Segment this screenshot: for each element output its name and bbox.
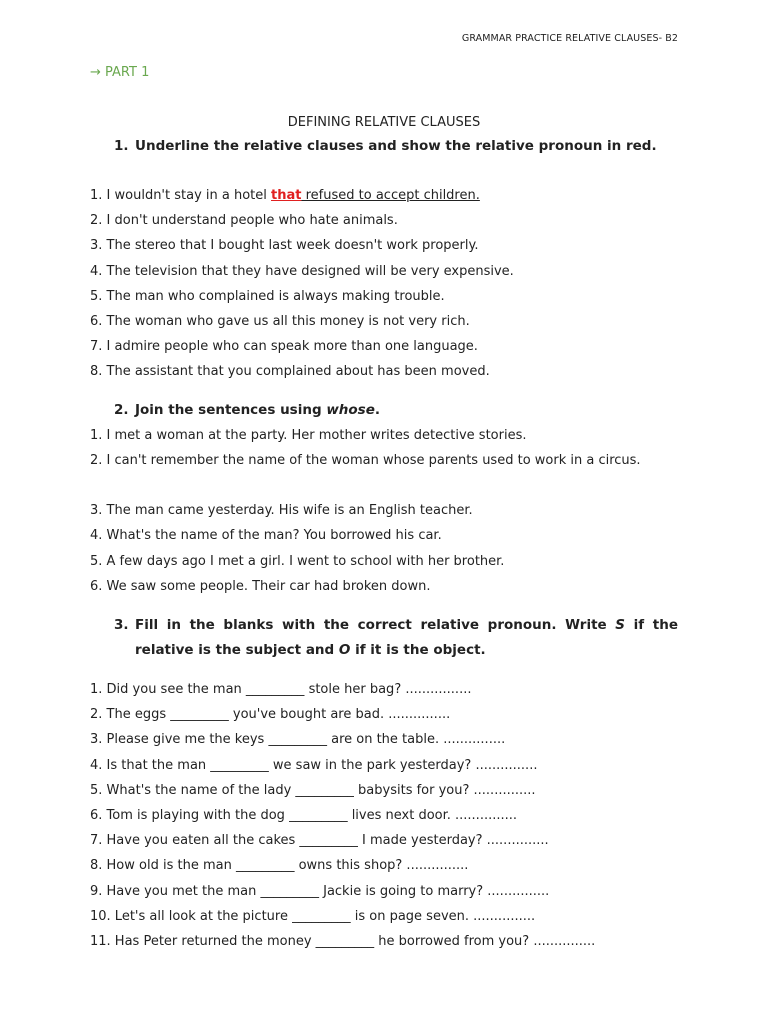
exercise-1-instruction [114,134,678,159]
relative-pronoun-highlight: that [271,188,302,203]
list-item: 4. The television that they have designed will be very expensive. [90,263,514,279]
list-item: 4. Is that the man _________ we saw in the park yesterday? ............... [90,757,538,773]
exercise-number: 1. [114,138,129,154]
instruction-text: Fill in the blanks with the correct relative pronoun. Write [135,617,616,633]
keyword-whose: whose [326,402,375,418]
instruction-text: if the relative is the subject and [135,617,678,658]
code-object: O [338,642,351,658]
list-item: 8. How old is the man _________ owns this shop? ............... [90,858,469,874]
exercise-2-instruction [114,398,678,423]
list-item: 4. What's the name of the man? You borrowed his car. [90,528,442,544]
example-prefix: 1. I wouldn't stay in a hotel [90,188,272,203]
list-item: 7. I admire people who can speak more than one language. [90,339,478,355]
list-item: 5. What's the name of the lady _________ babysits for you? ............... [90,782,536,798]
list-item: 2. The eggs _________ you've bought are bad. ............... [90,707,451,723]
exercise-2-list [90,423,678,599]
code-subject: S [615,617,626,633]
list-item: 8. The assistant that you complained about has been moved. [90,364,490,380]
list-item: 2. I can't remember the name of the woman whose parents used to work in a circus. [90,453,641,469]
exercise-1-text: Underline the relative clauses and show the relative pronoun in red. [135,138,657,154]
list-item: 1. I met a woman at the party. Her mother writes detective stories. [90,428,527,443]
exercise-3-text [114,613,678,663]
example-sentence [90,183,678,208]
list-item: 5. The man who complained is always making trouble. [90,288,445,304]
list-item: 6. We saw some people. Their car had broken down. [90,578,431,594]
exercise-number: 2. [114,402,129,418]
list-item: 3. The stereo that I bought last week doesn't work properly. [90,238,479,254]
part-label: → PART 1 [90,65,150,80]
list-item: 3. Please give me the keys _________ are on the table. ............... [90,732,506,748]
exercise-1-list [90,183,678,385]
list-item: 11. Has Peter returned the money _________ he borrowed from you? ............... [90,933,596,949]
underlined-clause: refused to accept children. [301,188,480,203]
list-item: 1. Did you see the man _________ stole her bag? ................ [90,682,472,697]
list-item: 9. Have you met the man _________ Jackie is going to marry? ............... [90,883,550,899]
list-item: 3. The man came yesterday. His wife is an English teacher. [90,503,473,519]
instruction-punct: . [374,402,381,418]
instruction-text: if it is the object. [350,642,486,658]
section-title: DEFINING RELATIVE CLAUSES [287,115,481,130]
exercise-3-instruction [114,613,678,663]
list-item: 7. Have you eaten all the cakes _________ I made yesterday? ............... [90,833,549,849]
list-item: 5. A few days ago I met a girl. I went to school with her brother. [90,553,505,569]
list-item: 6. The woman who gave us all this money is not very rich. [90,313,470,329]
running-head: GRAMMAR PRACTICE RELATIVE CLAUSES- B2 [461,33,678,44]
list-item: 10. Let's all look at the picture _________ is on page seven. ............... [90,908,536,924]
list-item: 2. I don't understand people who hate animals. [90,213,398,229]
exercise-number: 3. [114,617,129,633]
exercise-3-list [90,677,678,954]
list-item: 6. Tom is playing with the dog _________ lives next door. ............... [90,807,518,823]
exercise-2-text [114,398,678,423]
instruction-text: Join the sentences using [135,402,327,418]
